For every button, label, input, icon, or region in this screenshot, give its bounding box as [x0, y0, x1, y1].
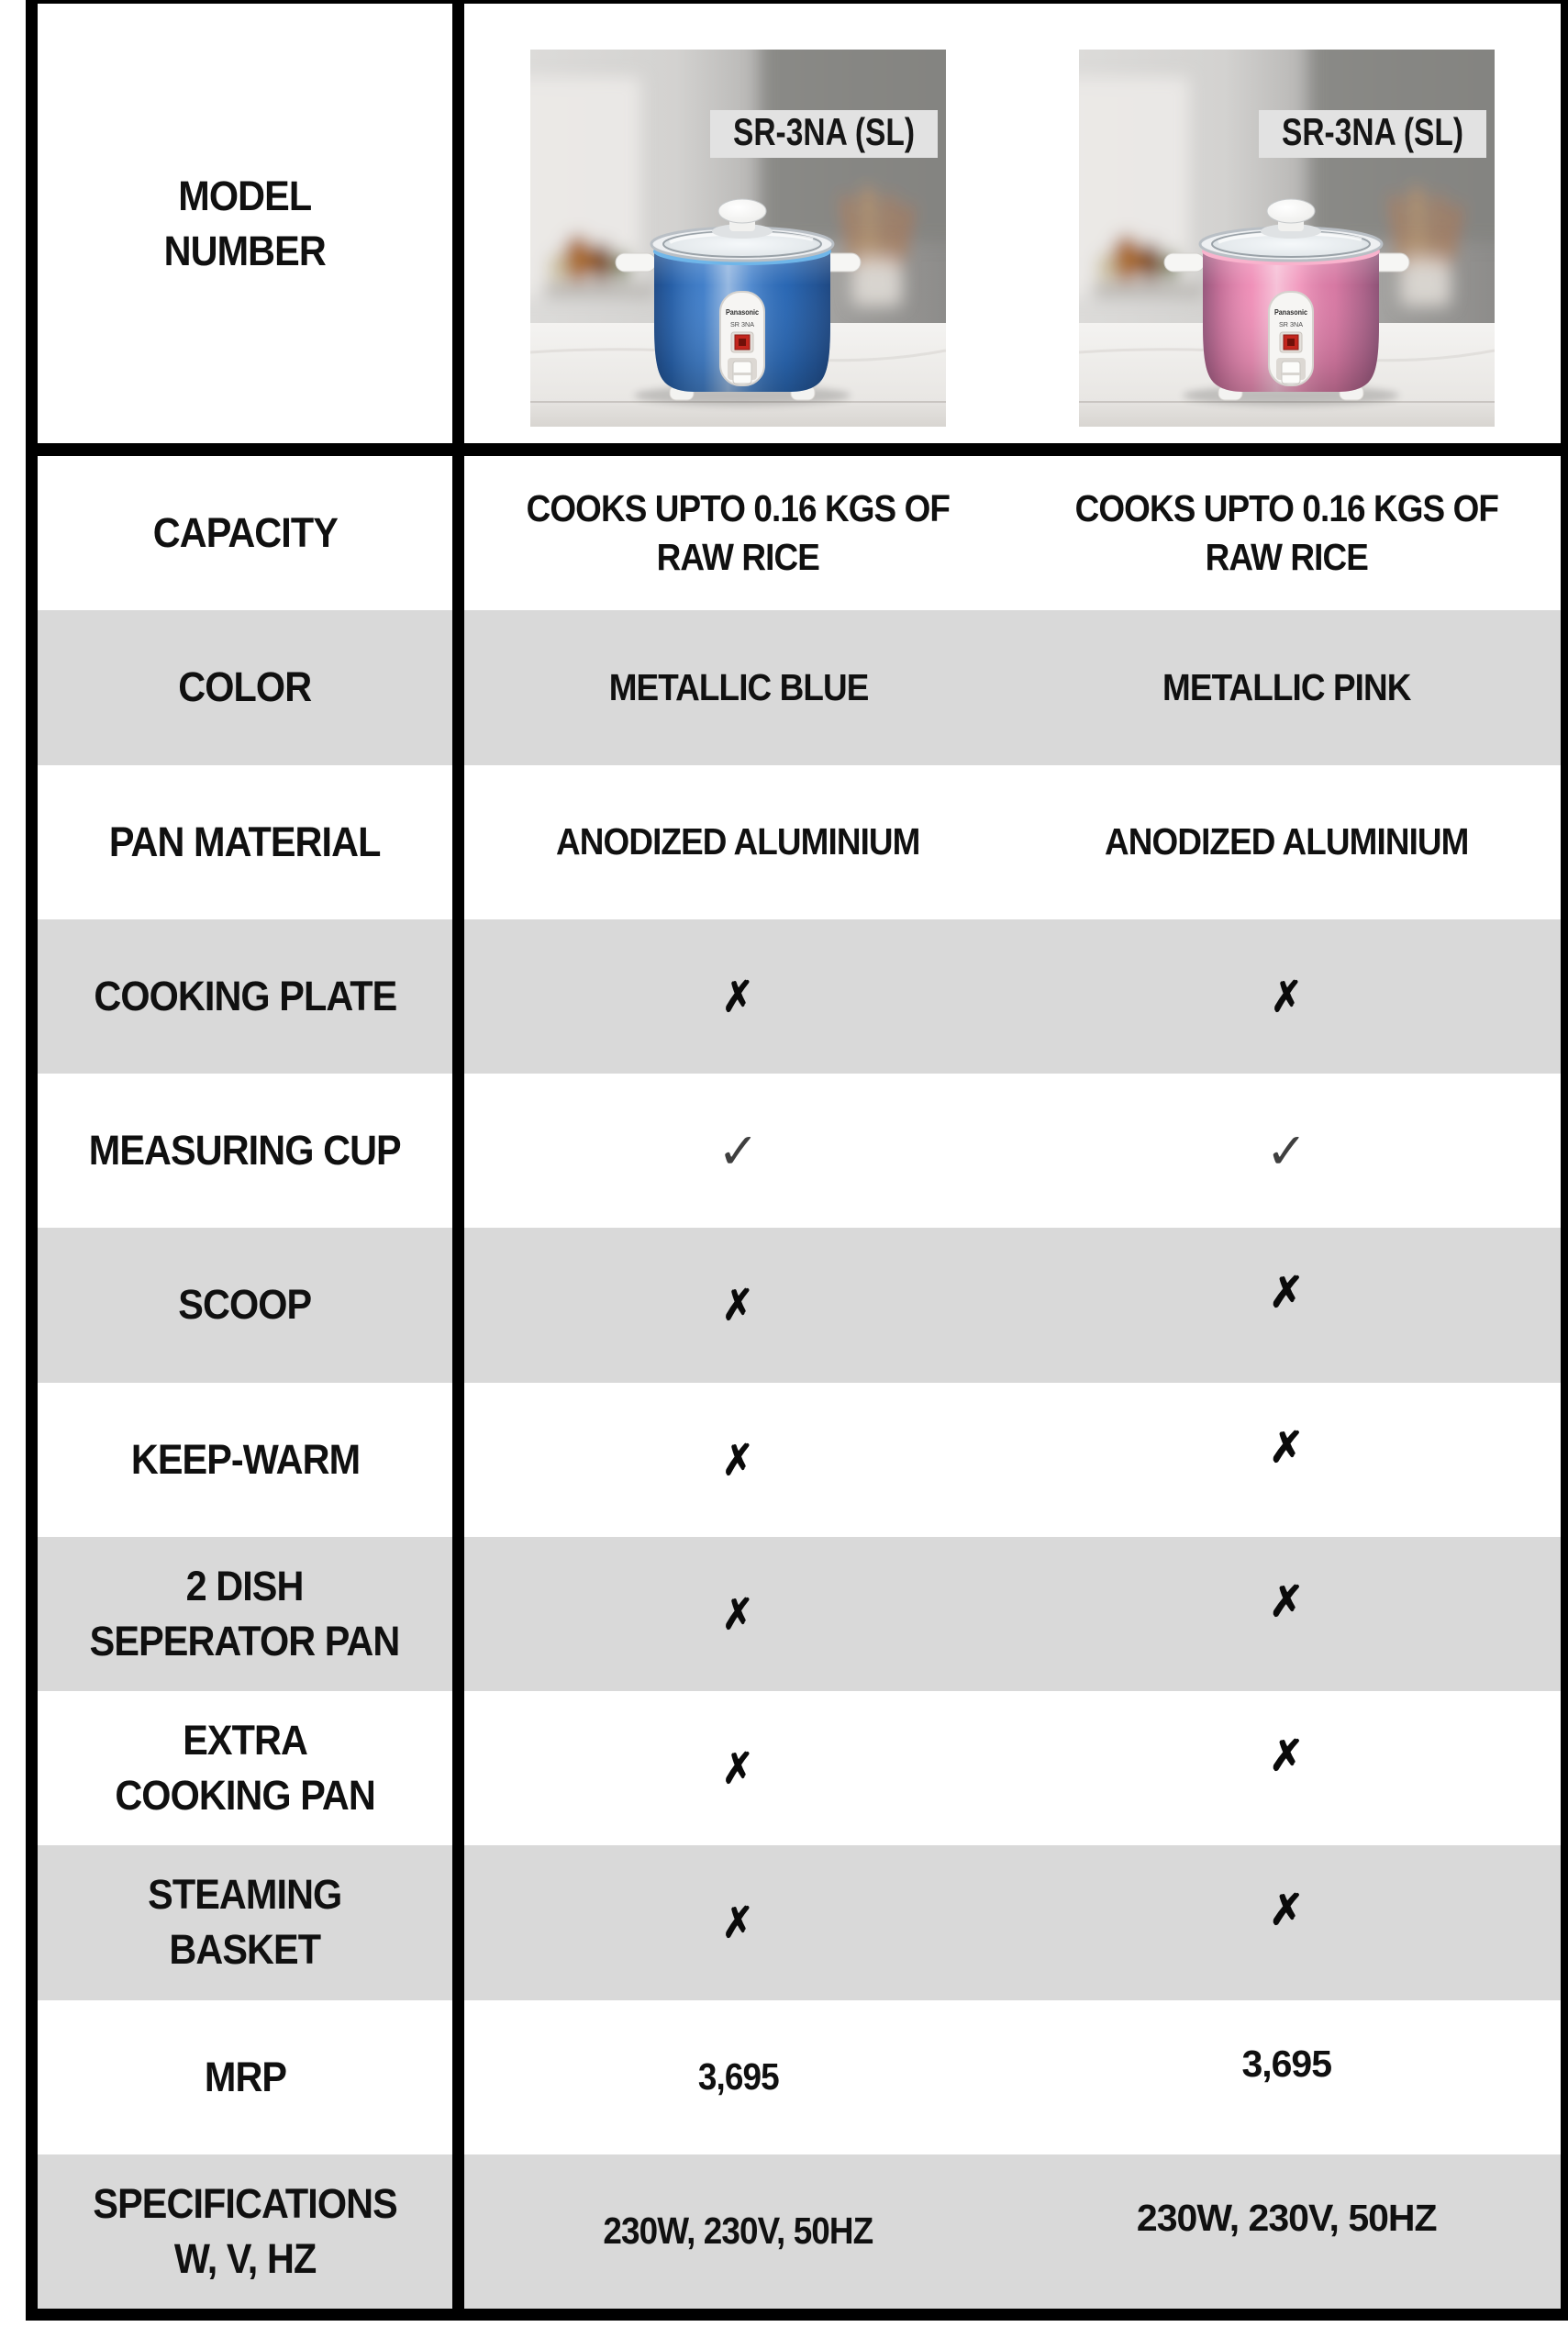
cross-icon: ✗ — [722, 1281, 755, 1330]
label-line: MRP — [204, 2053, 286, 2100]
label-line: COOKING PAN — [115, 1772, 375, 1820]
value-mrp-pink: 3,695 — [1241, 2043, 1332, 2086]
label-line: SEPERATOR PAN — [90, 1617, 400, 1664]
cross-icon: ✗ — [1268, 1422, 1305, 1471]
label-line: COLOR — [178, 663, 312, 711]
value-mrp-blue: 3,695 — [697, 2055, 779, 2099]
label-line: EXTRA — [183, 1717, 307, 1765]
cross-icon: ✗ — [722, 1898, 755, 1947]
row-label-measuring-cup — [38, 1074, 464, 1228]
cross-icon: ✗ — [722, 1589, 755, 1638]
label-line: CAPACITY — [152, 509, 338, 557]
value-pan-material-pink: ANODIZED ALUMINIUM — [1104, 820, 1469, 863]
cross-icon: ✗ — [1268, 1886, 1305, 1934]
row-label-scoop — [38, 1228, 464, 1382]
panel-model-label: SR 3NA — [1278, 321, 1304, 328]
model-badge-label: SR-3NA (SL) — [733, 109, 916, 153]
row-label-cooking-plate — [38, 919, 464, 1074]
label-line: MEASURING CUP — [89, 1127, 401, 1174]
row-label-specifications — [38, 2154, 464, 2309]
row-label-pan-material — [38, 765, 464, 919]
row-label-extra-cooking-pan — [38, 1691, 464, 1845]
row-label-mrp — [38, 2000, 464, 2154]
cross-icon: ✗ — [722, 1744, 755, 1793]
label-line: COOKING PLATE — [94, 972, 396, 1019]
label-line: 2 DISH — [186, 1562, 304, 1609]
row-label-capacity — [38, 456, 464, 610]
row-label-2-dish-seperator-pan — [38, 1537, 464, 1691]
check-icon: ✓ — [1265, 1123, 1307, 1179]
row-label-keep-warm — [38, 1383, 464, 1537]
value-color-pink: METALLIC PINK — [1162, 665, 1411, 708]
value-capacity-pink: COOKS UPTO 0.16 KGS OF RAW RICE — [1074, 487, 1498, 579]
comparison-table — [26, 0, 1568, 2321]
brand-label: Panasonic — [1273, 307, 1308, 317]
label-line: SCOOP — [178, 1281, 312, 1329]
value-capacity-blue: COOKS UPTO 0.16 KGS OF RAW RICE — [527, 487, 951, 579]
model-badge-label: SR-3NA (SL) — [1281, 109, 1463, 153]
brand-label: Panasonic — [726, 307, 760, 317]
cross-icon: ✗ — [722, 972, 755, 1020]
label-line: PAN MATERIAL — [109, 818, 381, 865]
label-line: W, V, HZ — [173, 2234, 317, 2282]
cross-icon: ✗ — [1268, 1268, 1305, 1317]
cross-icon: ✗ — [1268, 1576, 1305, 1625]
lid-knob — [718, 199, 766, 223]
cross-icon: ✗ — [1268, 1731, 1305, 1780]
handle-left — [1164, 253, 1205, 272]
label-line: NUMBER — [163, 227, 327, 274]
label-line: KEEP-WARM — [130, 1435, 360, 1483]
panel-model-label: SR 3NA — [730, 321, 755, 328]
lid-knob — [1267, 199, 1315, 223]
label-line: SPECIFICATIONS — [93, 2179, 397, 2227]
row-label-color — [38, 610, 464, 764]
product-photo-pink — [1079, 50, 1495, 427]
value-specifications-blue: 230W, 230V, 50HZ — [603, 2210, 873, 2253]
label-line: BASKET — [169, 1926, 321, 1974]
cross-icon: ✗ — [1270, 972, 1303, 1020]
handle-left — [616, 253, 656, 272]
row-label-model-number — [38, 4, 464, 456]
value-color-blue: METALLIC BLUE — [608, 665, 869, 708]
label-line: STEAMING — [148, 1871, 342, 1919]
value-pan-material-blue: ANODIZED ALUMINIUM — [556, 820, 921, 863]
label-line: MODEL — [178, 172, 312, 219]
row-label-steaming-basket — [38, 1845, 464, 1999]
value-specifications-pink: 230W, 230V, 50HZ — [1136, 2197, 1437, 2240]
check-icon: ✓ — [717, 1123, 760, 1179]
cross-icon: ✗ — [722, 1435, 755, 1484]
product-photo-blue — [530, 50, 946, 427]
